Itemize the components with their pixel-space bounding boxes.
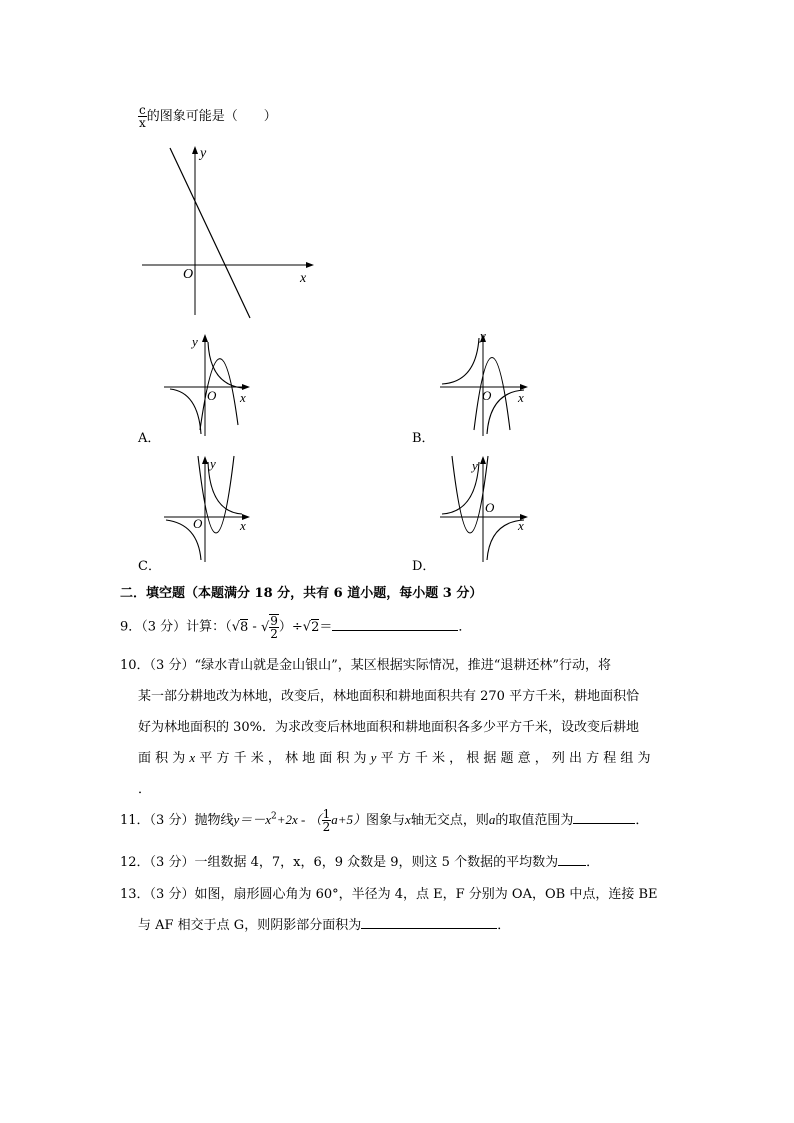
question-12-text: 12．（3 分）一组数据 4，7，x，6，9 众数是 9，则这 5 个数据的平均数为	[120, 855, 559, 870]
equals-sign: ＝	[319, 619, 333, 635]
sqrt-2: √2	[302, 619, 320, 635]
linear-function-graph	[138, 140, 318, 320]
option-c-label: C．	[138, 559, 161, 574]
period: ．	[635, 813, 649, 828]
radicand-8: 8	[239, 619, 249, 635]
fraction-numerator: 1	[322, 807, 331, 821]
question-12	[120, 851, 599, 870]
origin-label: O	[485, 500, 495, 515]
option-a-graph	[160, 330, 260, 440]
text-segment: 轴无交点，则	[410, 813, 489, 828]
question-11-prefix: 11．（3 分）抛物线	[120, 813, 234, 828]
y-axis-label: y	[210, 456, 216, 471]
expression-part: +2x - （	[276, 812, 322, 827]
question-10-line-2: 某一部分耕地改为林地，改变后，林地面积和耕地面积共有 270 平方千米，耕地面积恰	[138, 689, 640, 704]
hyperbola-branch-right	[208, 342, 242, 388]
text-segment: 面 积 为	[138, 751, 190, 766]
parabola	[474, 358, 510, 431]
expression-part: y＝－x	[233, 812, 271, 827]
parabola	[198, 456, 234, 533]
answer-blank-12[interactable]	[558, 865, 586, 866]
question-9-prefix: 9．（3 分）计算：（	[120, 619, 232, 635]
fraction-denominator: 2	[270, 627, 278, 641]
parabola	[200, 359, 238, 430]
exponent: 2	[271, 811, 277, 822]
expression-part: a+5）	[331, 812, 367, 827]
period: ．	[497, 918, 511, 933]
hyperbola-branch-left	[442, 338, 479, 384]
question-13-text: 与 AF 相交于点 G，则阴影部分面积为	[138, 918, 362, 933]
x-axis-label: x	[518, 390, 524, 405]
hyperbola-branch-left	[170, 389, 201, 434]
question-9	[120, 614, 471, 640]
question-11	[120, 808, 648, 833]
radicand-2: 2	[311, 619, 320, 635]
y-axis-label: y	[480, 330, 486, 343]
y-axis-arrow	[192, 146, 198, 154]
origin-label: O	[207, 388, 217, 403]
option-b-label: B．	[412, 431, 435, 446]
fraction-numerator: 9	[270, 614, 278, 628]
function-line	[170, 148, 250, 318]
sqrt-8: √8	[231, 619, 249, 635]
question-10-line-5: ．	[138, 782, 152, 797]
x-axis-label: x	[300, 271, 307, 286]
y-axis-label: y	[200, 146, 207, 161]
option-d-graph	[438, 450, 538, 565]
sqrt-fraction: √ $\frac{9}{2}$	[260, 614, 278, 641]
variable-x: x	[405, 812, 411, 827]
origin-label: O	[482, 388, 492, 403]
origin-label: O	[183, 267, 194, 282]
question-8-stem-text: 的图象可能是（ ）	[146, 109, 277, 124]
text-segment: 平 方 千 米 ， 林 地 面 积 为	[195, 751, 371, 766]
question-10-line-3: 好为林地面积的 30%．为求改变后林地面积和耕地面积各多少平方千米，设改变后耕地	[138, 720, 640, 735]
text-segment: 图象与	[366, 813, 406, 828]
question-13-line-1: 13．（3 分）如图，扇形圆心角为 60°，半径为 4，点 E，F 分别为 OA，OB 中点，连接 BE	[120, 887, 658, 902]
text-segment: 的取值范围为	[495, 813, 574, 828]
fraction-numerator: c	[139, 103, 146, 117]
question-13-line-2	[138, 914, 510, 933]
variable-x: x	[189, 750, 196, 765]
answer-blank-13[interactable]	[361, 928, 497, 929]
x-axis-arrow	[306, 262, 314, 268]
minus-sign: -	[248, 619, 261, 635]
answer-blank-9[interactable]	[332, 630, 458, 631]
answer-blank-11[interactable]	[573, 823, 635, 824]
divide-sign: ）÷	[278, 619, 303, 635]
option-d-label: D．	[412, 559, 436, 574]
y-axis-label: y	[192, 334, 198, 349]
y-axis-label: y	[472, 458, 478, 473]
question-8-stem	[138, 104, 277, 129]
c-over-x-fraction	[138, 104, 147, 129]
x-axis-label: x	[518, 518, 524, 533]
half-fraction	[322, 808, 332, 833]
fraction-denominator: x	[138, 116, 146, 130]
option-b-graph	[438, 330, 538, 440]
x-axis-label: x	[240, 518, 246, 533]
question-10-line-1: 10．（3 分）“绿水青山就是金山银山”，某区根据实际情况，推进“退耕还林”行动，将	[120, 658, 612, 673]
section-2-heading: 二．填空题（本题满分 18 分，共有 6 道小题，每小题 3 分）	[120, 586, 483, 601]
x-axis-label: x	[240, 390, 246, 405]
option-c-graph	[160, 450, 260, 565]
option-a-label: A．	[138, 431, 161, 446]
variable-y: y	[370, 750, 377, 765]
variable-a: a	[488, 812, 496, 827]
period: ．	[458, 619, 472, 635]
question-10-line-4	[138, 747, 651, 766]
origin-label: O	[193, 516, 203, 531]
text-segment: 平 方 千 米 ， 根 据 题 意 ， 列 出 方 程 组 为	[376, 751, 651, 766]
period: ．	[586, 855, 600, 870]
fraction-denominator: 2	[322, 820, 331, 834]
